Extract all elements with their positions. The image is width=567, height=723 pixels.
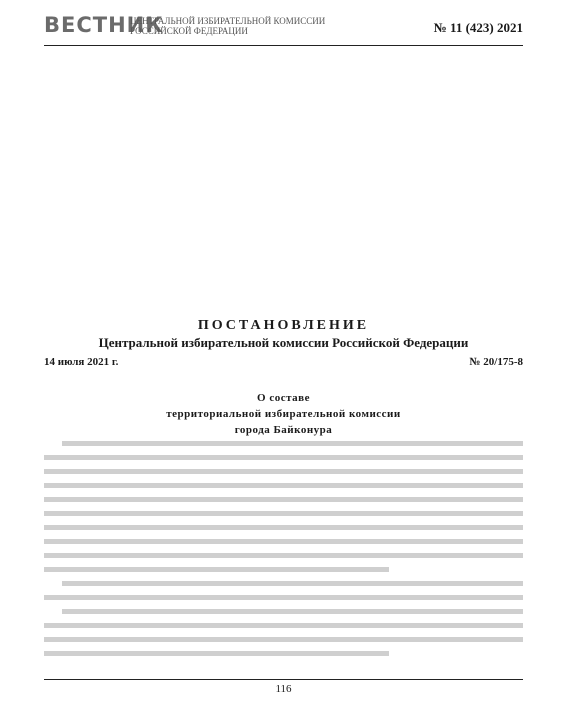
footer-rule (44, 679, 523, 680)
text-line-placeholder (62, 609, 523, 614)
text-line-placeholder (44, 595, 523, 600)
journal-logo: ВЕСТНИК (44, 13, 164, 37)
publisher-line-2: РОССИЙСКОЙ ФЕДЕРАЦИИ (130, 26, 248, 36)
document-number: № 20/175-8 (469, 356, 523, 368)
text-line-placeholder (44, 525, 523, 530)
issue-number: № 11 (423) 2021 (433, 20, 523, 35)
text-line-placeholder (44, 497, 523, 502)
body-text-placeholder (44, 441, 523, 665)
document-title-line: О составе (257, 392, 310, 404)
text-line-placeholder (44, 539, 523, 544)
document-type-heading: ПОСТАНОВЛЕНИЕ (197, 318, 370, 333)
text-line-placeholder (62, 581, 523, 586)
document-title-line: города Байконура (234, 424, 333, 436)
document-date: 14 июля 2021 г. (44, 356, 119, 368)
journal-publisher (130, 16, 325, 36)
journal-header (44, 13, 523, 45)
text-line-placeholder (44, 469, 523, 474)
text-line-placeholder (44, 511, 523, 516)
publisher-line-1: ЦЕНТРАЛЬНОЙ ИЗБИРАТЕЛЬНОЙ КОМИССИИ (130, 16, 326, 26)
text-line-placeholder (44, 623, 523, 628)
header-rule (44, 45, 523, 46)
page-number: 116 (275, 683, 292, 695)
document-title-line: территориальной избирательной комиссии (166, 408, 401, 420)
text-line-placeholder (44, 455, 523, 460)
text-line-placeholder (44, 553, 523, 558)
text-line-placeholder (44, 567, 389, 572)
text-line-placeholder (44, 483, 523, 488)
issuing-body: Центральной избирательной комиссии Российской Федерации (98, 335, 469, 350)
text-line-placeholder (44, 637, 523, 642)
document-title (0, 390, 567, 438)
text-line-placeholder (62, 441, 523, 446)
text-line-placeholder (44, 651, 389, 656)
